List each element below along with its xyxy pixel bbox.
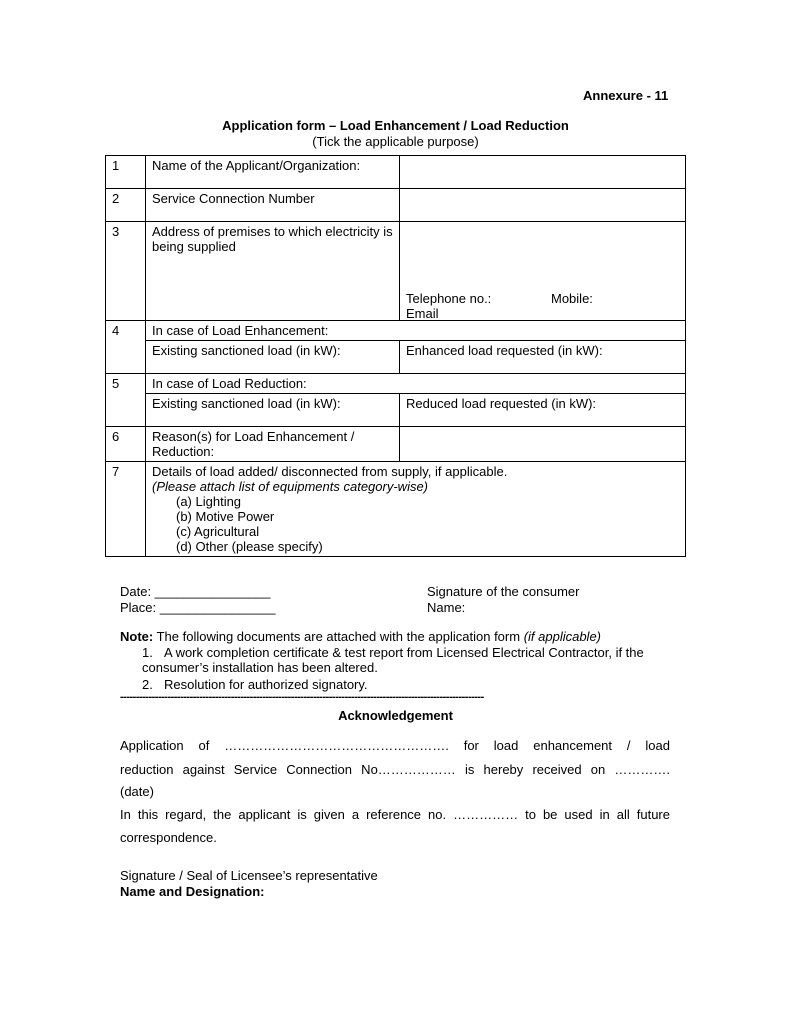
row-label: In case of Load Reduction: xyxy=(146,374,686,394)
acknowledgement-heading: Acknowledgement xyxy=(338,708,453,723)
row-number: 1 xyxy=(106,156,146,189)
existing-load-enh-field[interactable]: Existing sanctioned load (in kW): xyxy=(146,341,400,374)
table-row xyxy=(106,156,686,189)
note-text: The following documents are attached with the application form xyxy=(153,629,524,644)
ack-line: reduction against Service Connection No……………… is hereby received on …………. xyxy=(120,762,670,777)
row-label: Details of load added/ disconnected from supply, if applicable. xyxy=(152,464,508,479)
annexure-label: Annexure - 11 xyxy=(583,88,669,103)
list-item: (c) Agricultural xyxy=(176,524,260,539)
reduced-load-field[interactable]: Reduced load requested (in kW): xyxy=(400,394,686,427)
separator-line: ------------------------------------------------------------------------------------------------------------------- xyxy=(120,691,484,703)
note-item-text: A work completion certificate & test report from Licensed Electrical Contractor, if the consumer’s installation has been altered. xyxy=(142,645,644,675)
enhanced-load-field[interactable]: Enhanced load requested (in kW): xyxy=(400,341,686,374)
row-label: Service Connection Number xyxy=(146,189,400,222)
table-row xyxy=(106,189,686,222)
telephone-label: Telephone no.: xyxy=(406,291,492,306)
list-item: (d) Other (please specify) xyxy=(176,539,323,554)
list-item xyxy=(142,645,672,675)
address-field[interactable] xyxy=(400,222,686,321)
ack-line: (date) xyxy=(120,784,154,799)
row-number: 5 xyxy=(106,374,146,427)
attach-note: (Please attach list of equipments category-wise) xyxy=(152,479,429,494)
ack-line: Application of ……………………………………………. for load enhancement / load xyxy=(120,738,670,753)
table-row xyxy=(106,341,686,374)
row-number: 2 xyxy=(106,189,146,222)
ack-line: In this regard, the applicant is given a reference no. …………… to be used in all future xyxy=(120,807,670,822)
list-marker: 2. xyxy=(142,677,153,692)
table-row xyxy=(106,222,686,321)
table-row xyxy=(106,394,686,427)
list-marker: 1. xyxy=(142,645,153,660)
note-line xyxy=(120,629,680,644)
licensee-signature-label: Signature / Seal of Licensee’s representative xyxy=(120,868,378,883)
mobile-label: Mobile: xyxy=(551,291,593,306)
row-number: 6 xyxy=(106,427,146,462)
consumer-name-label: Name: xyxy=(427,600,466,615)
existing-load-red-field[interactable]: Existing sanctioned load (in kW): xyxy=(146,394,400,427)
row-label: Name of the Applicant/Organization: xyxy=(146,156,400,189)
load-details-field[interactable] xyxy=(146,462,686,557)
reason-field[interactable] xyxy=(400,427,686,462)
ack-line: correspondence. xyxy=(120,830,217,845)
note-item-text: Resolution for authorized signatory. xyxy=(164,677,368,692)
row-number: 3 xyxy=(106,222,146,321)
row-number: 4 xyxy=(106,321,146,374)
application-table xyxy=(105,155,686,557)
name-designation-label: Name and Designation: xyxy=(120,884,265,899)
list-item: (b) Motive Power xyxy=(176,509,275,524)
note-label: Note: xyxy=(120,629,154,644)
row-label: Reason(s) for Load Enhancement / Reduction: xyxy=(146,427,400,462)
note-qualifier: (if applicable) xyxy=(523,629,602,644)
table-row xyxy=(106,321,686,341)
email-label: Email xyxy=(406,306,439,321)
consumer-signature-label: Signature of the consumer xyxy=(427,584,580,599)
table-row xyxy=(106,462,686,557)
service-connection-field[interactable] xyxy=(400,189,686,222)
row-label: In case of Load Enhancement: xyxy=(146,321,686,341)
place-field[interactable]: Place: ________________ xyxy=(120,600,276,615)
list-item xyxy=(142,677,672,692)
date-field[interactable]: Date: ________________ xyxy=(120,584,271,599)
applicant-name-field[interactable] xyxy=(400,156,686,189)
row-label: Address of premises to which electricity is being supplied xyxy=(146,222,400,321)
form-title: Application form – Load Enhancement / Load Reduction xyxy=(222,118,569,133)
row-number: 7 xyxy=(106,462,146,557)
table-row xyxy=(106,374,686,394)
list-item: (a) Lighting xyxy=(176,494,242,509)
table-row xyxy=(106,427,686,462)
form-subtitle: (Tick the applicable purpose) xyxy=(312,134,479,149)
